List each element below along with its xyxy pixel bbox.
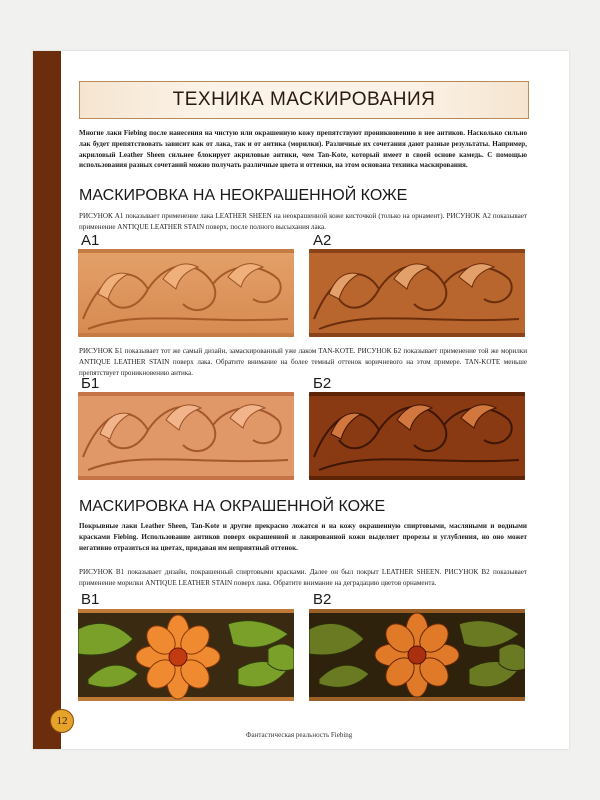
leather-carving-image xyxy=(78,392,294,480)
photo-a1 xyxy=(78,249,294,337)
photo-b2 xyxy=(309,392,525,480)
paragraph-painted-intro: Покрывные лаки Leather Sheen, Tan-Kote и другие прекрасно ложатся и на кожу окрашенную спиртовыми, масляными и водными красками Fiebing. Использование антиков поверх окрашенной и лакированной кожи выделяет прорезы и углубления, но оно может негативно отразиться на цветах, придавая им неприятный оттенок. xyxy=(79,522,527,552)
page-number: 12 xyxy=(50,709,74,733)
photo-v2 xyxy=(309,609,525,701)
paragraph-b: РИСУНОК Б1 показывает тот же самый дизайн, замаскированный уже лаком TAN-KOTE. РИСУНОК Б2 показывает применение той же морилки ANTIQUE LEATHER STAIN поверх лака. Обратите внимание на более темный оттенок коричневого на этом примере. TAN-KOTE меньше препятствует проникновению антика. xyxy=(79,347,527,377)
leather-carving-image xyxy=(309,249,525,337)
label-v1: В1 xyxy=(81,591,100,608)
paragraph-v: РИСУНОК В1 показывает дизайн, покрашенный спиртовыми красками. Далее он был покрыт LEATHER SHEEN. РИСУНОК В2 показывает применение морилки ANTIQUE LEATHER STAIN поверх лака. Обратите внимание на деградацию цветов орнамента. xyxy=(79,568,527,587)
intro-paragraph: Многие лаки Fiebing после нанесения на чистую или окрашенную кожу препятствуют проникновению в нее антиков. Насколько сильно лак будет препятствовать зависит как от лака, так и от антика (морилки). Различные их сочетания дают разные результаты. Например, акриловый Leather Sheen сильнее блокирует акриловые антики, чем Tan-Kote, который имеет в своей основе камедь. С помощью использования разных сочетаний можно получать различные цвета и оттенки, на этом основана техника маскирования. xyxy=(79,129,527,170)
page-title: ТЕХНИКА МАСКИРОВАНИЯ xyxy=(79,81,529,119)
painted-leather-flower-image xyxy=(78,609,294,701)
section-heading-unpainted: МАСКИРОВКА НА НЕОКРАШЕННОЙ КОЖЕ xyxy=(79,187,408,204)
painted-leather-flower-image xyxy=(309,609,525,701)
label-a1: А1 xyxy=(81,232,100,249)
section-heading-painted: МАСКИРОВКА НА ОКРАШЕННОЙ КОЖЕ xyxy=(79,498,386,515)
photo-v1 xyxy=(78,609,294,701)
label-v2: В2 xyxy=(313,591,332,608)
paragraph-a: РИСУНОК А1 показывает применение лака LEATHER SHEEN на неокрашенной коже кисточкой (только на орнамент). РИСУНОК А2 показывает применение ANTIQUE LEATHER STAIN поверх, после полного высыхания лака. xyxy=(79,212,527,231)
page-footer: Фантастическая реальность Fiebing xyxy=(246,731,353,739)
leather-carving-image xyxy=(309,392,525,480)
leather-carving-image xyxy=(78,249,294,337)
photo-a2 xyxy=(309,249,525,337)
page-spine xyxy=(33,51,61,749)
photo-b1 xyxy=(78,392,294,480)
label-b2: Б2 xyxy=(313,375,332,392)
label-b1: Б1 xyxy=(81,375,100,392)
label-a2: А2 xyxy=(313,232,332,249)
